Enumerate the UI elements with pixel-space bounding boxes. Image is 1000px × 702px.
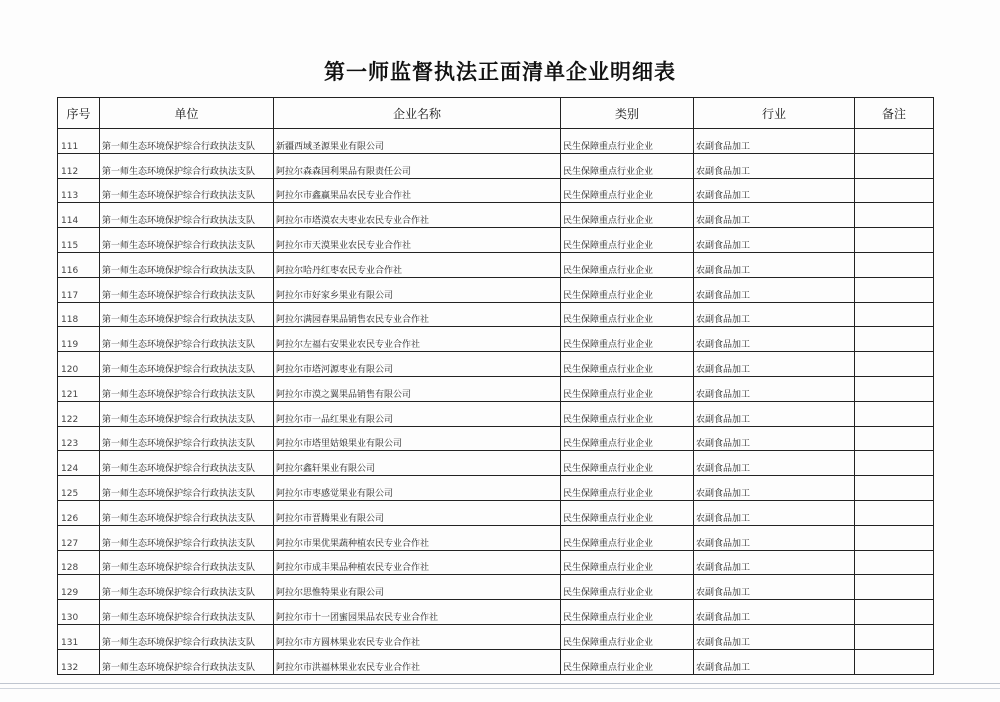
cell-unit: 第一师生态环境保护综合行政执法支队	[100, 129, 274, 154]
table-body	[58, 129, 934, 675]
cell-unit: 第一师生态环境保护综合行政执法支队	[100, 352, 274, 377]
cell-industry: 农副食品加工	[694, 550, 855, 575]
cell-industry: 农副食品加工	[694, 575, 855, 600]
cell-unit: 第一师生态环境保护综合行政执法支队	[100, 600, 274, 625]
cell-company-name: 阿拉尔市好家乡果业有限公司	[274, 277, 561, 302]
cell-remarks	[855, 600, 934, 625]
cell-industry: 农副食品加工	[694, 327, 855, 352]
cell-unit: 第一师生态环境保护综合行政执法支队	[100, 302, 274, 327]
cell-seq: 123	[58, 426, 100, 451]
table-row	[58, 624, 934, 649]
cell-remarks	[855, 228, 934, 253]
cell-seq: 129	[58, 575, 100, 600]
cell-category: 民生保障重点行业企业	[561, 624, 694, 649]
cell-company-name: 阿拉尔市一品红果业有限公司	[274, 401, 561, 426]
cell-seq: 120	[58, 352, 100, 377]
cell-seq: 113	[58, 178, 100, 203]
cell-remarks	[855, 476, 934, 501]
cell-company-name: 阿拉尔思惟特果业有限公司	[274, 575, 561, 600]
table-row	[58, 376, 934, 401]
table-row	[58, 649, 934, 674]
table-row	[58, 203, 934, 228]
cell-unit: 第一师生态环境保护综合行政执法支队	[100, 575, 274, 600]
cell-category: 民生保障重点行业企业	[561, 476, 694, 501]
cell-remarks	[855, 203, 934, 228]
cell-unit: 第一师生态环境保护综合行政执法支队	[100, 277, 274, 302]
table-row	[58, 476, 934, 501]
header-seq: 序号	[58, 98, 100, 129]
cell-unit: 第一师生态环境保护综合行政执法支队	[100, 500, 274, 525]
cell-industry: 农副食品加工	[694, 352, 855, 377]
cell-company-name: 阿拉尔哈丹红枣农民专业合作社	[274, 252, 561, 277]
cell-category: 民生保障重点行业企业	[561, 550, 694, 575]
cell-seq: 128	[58, 550, 100, 575]
cell-company-name: 阿拉尔左福右安果业农民专业合作社	[274, 327, 561, 352]
cell-category: 民生保障重点行业企业	[561, 129, 694, 154]
cell-company-name: 阿拉尔市塔漠农夫枣业农民专业合作社	[274, 203, 561, 228]
cell-seq: 124	[58, 451, 100, 476]
table-row	[58, 302, 934, 327]
table-row	[58, 352, 934, 377]
cell-category: 民生保障重点行业企业	[561, 302, 694, 327]
cell-seq: 111	[58, 129, 100, 154]
header-industry: 行业	[694, 98, 855, 129]
cell-industry: 农副食品加工	[694, 153, 855, 178]
cell-industry: 农副食品加工	[694, 600, 855, 625]
cell-remarks	[855, 302, 934, 327]
cell-category: 民生保障重点行业企业	[561, 600, 694, 625]
table-row	[58, 228, 934, 253]
cell-unit: 第一师生态环境保护综合行政执法支队	[100, 451, 274, 476]
cell-category: 民生保障重点行业企业	[561, 327, 694, 352]
cell-unit: 第一师生态环境保护综合行政执法支队	[100, 228, 274, 253]
cell-remarks	[855, 624, 934, 649]
cell-seq: 117	[58, 277, 100, 302]
cell-unit: 第一师生态环境保护综合行政执法支队	[100, 178, 274, 203]
table-row	[58, 451, 934, 476]
cell-seq: 116	[58, 252, 100, 277]
cell-seq: 118	[58, 302, 100, 327]
cell-seq: 126	[58, 500, 100, 525]
cell-industry: 农副食品加工	[694, 228, 855, 253]
cell-unit: 第一师生态环境保护综合行政执法支队	[100, 376, 274, 401]
cell-industry: 农副食品加工	[694, 129, 855, 154]
cell-seq: 131	[58, 624, 100, 649]
page-bottom-rule	[0, 683, 1000, 684]
table-row	[58, 277, 934, 302]
table-row	[58, 178, 934, 203]
cell-remarks	[855, 525, 934, 550]
cell-company-name: 阿拉尔满园春果品销售农民专业合作社	[274, 302, 561, 327]
table-row	[58, 401, 934, 426]
cell-company-name: 新疆西域圣源果业有限公司	[274, 129, 561, 154]
header-unit: 单位	[100, 98, 274, 129]
cell-remarks	[855, 352, 934, 377]
cell-category: 民生保障重点行业企业	[561, 228, 694, 253]
cell-seq: 119	[58, 327, 100, 352]
cell-industry: 农副食品加工	[694, 624, 855, 649]
cell-seq: 114	[58, 203, 100, 228]
table-row	[58, 550, 934, 575]
cell-remarks	[855, 153, 934, 178]
cell-remarks	[855, 178, 934, 203]
cell-seq: 132	[58, 649, 100, 674]
cell-company-name: 阿拉尔市晋腾果业有限公司	[274, 500, 561, 525]
cell-unit: 第一师生态环境保护综合行政执法支队	[100, 153, 274, 178]
cell-remarks	[855, 426, 934, 451]
cell-remarks	[855, 277, 934, 302]
cell-industry: 农副食品加工	[694, 302, 855, 327]
cell-category: 民生保障重点行业企业	[561, 649, 694, 674]
table-row	[58, 327, 934, 352]
cell-company-name: 阿拉尔市漠之翼果品销售有限公司	[274, 376, 561, 401]
cell-industry: 农副食品加工	[694, 252, 855, 277]
table-row	[58, 575, 934, 600]
cell-company-name: 阿拉尔市天漠果业农民专业合作社	[274, 228, 561, 253]
table-row	[58, 426, 934, 451]
cell-seq: 130	[58, 600, 100, 625]
page-bottom-rule	[0, 688, 1000, 689]
cell-seq: 127	[58, 525, 100, 550]
cell-remarks	[855, 376, 934, 401]
cell-remarks	[855, 327, 934, 352]
cell-unit: 第一师生态环境保护综合行政执法支队	[100, 476, 274, 501]
cell-category: 民生保障重点行业企业	[561, 178, 694, 203]
table-row	[58, 153, 934, 178]
cell-unit: 第一师生态环境保护综合行政执法支队	[100, 525, 274, 550]
cell-category: 民生保障重点行业企业	[561, 525, 694, 550]
cell-industry: 农副食品加工	[694, 426, 855, 451]
cell-remarks	[855, 401, 934, 426]
cell-industry: 农副食品加工	[694, 451, 855, 476]
cell-industry: 农副食品加工	[694, 376, 855, 401]
table-row	[58, 525, 934, 550]
cell-category: 民生保障重点行业企业	[561, 451, 694, 476]
cell-company-name: 阿拉尔市塔河源枣业有限公司	[274, 352, 561, 377]
cell-category: 民生保障重点行业企业	[561, 277, 694, 302]
cell-remarks	[855, 575, 934, 600]
cell-unit: 第一师生态环境保护综合行政执法支队	[100, 252, 274, 277]
header-category: 类别	[561, 98, 694, 129]
cell-category: 民生保障重点行业企业	[561, 575, 694, 600]
cell-remarks	[855, 451, 934, 476]
cell-company-name: 阿拉尔市鑫赢果品农民专业合作社	[274, 178, 561, 203]
cell-industry: 农副食品加工	[694, 277, 855, 302]
cell-remarks	[855, 550, 934, 575]
cell-remarks	[855, 129, 934, 154]
cell-unit: 第一师生态环境保护综合行政执法支队	[100, 426, 274, 451]
cell-category: 民生保障重点行业企业	[561, 203, 694, 228]
cell-category: 民生保障重点行业企业	[561, 401, 694, 426]
cell-industry: 农副食品加工	[694, 203, 855, 228]
cell-remarks	[855, 500, 934, 525]
cell-seq: 115	[58, 228, 100, 253]
cell-remarks	[855, 649, 934, 674]
cell-company-name: 阿拉尔市果优果蔬种植农民专业合作社	[274, 525, 561, 550]
cell-unit: 第一师生态环境保护综合行政执法支队	[100, 327, 274, 352]
cell-unit: 第一师生态环境保护综合行政执法支队	[100, 401, 274, 426]
cell-category: 民生保障重点行业企业	[561, 500, 694, 525]
cell-category: 民生保障重点行业企业	[561, 252, 694, 277]
cell-industry: 农副食品加工	[694, 178, 855, 203]
cell-category: 民生保障重点行业企业	[561, 153, 694, 178]
cell-seq: 112	[58, 153, 100, 178]
cell-company-name: 阿拉尔市洪福林果业农民专业合作社	[274, 649, 561, 674]
cell-category: 民生保障重点行业企业	[561, 426, 694, 451]
cell-industry: 农副食品加工	[694, 476, 855, 501]
cell-company-name: 阿拉尔市成丰果品种植农民专业合作社	[274, 550, 561, 575]
cell-unit: 第一师生态环境保护综合行政执法支队	[100, 649, 274, 674]
table-row	[58, 252, 934, 277]
enterprise-detail-table	[57, 97, 934, 675]
document-title: 第一师监督执法正面清单企业明细表	[324, 59, 676, 84]
cell-company-name: 阿拉尔市方圆林果业农民专业合作社	[274, 624, 561, 649]
table-row	[58, 600, 934, 625]
cell-remarks	[855, 252, 934, 277]
cell-industry: 农副食品加工	[694, 525, 855, 550]
cell-unit: 第一师生态环境保护综合行政执法支队	[100, 550, 274, 575]
cell-industry: 农副食品加工	[694, 401, 855, 426]
table-row	[58, 129, 934, 154]
header-row	[58, 98, 934, 129]
cell-unit: 第一师生态环境保护综合行政执法支队	[100, 624, 274, 649]
cell-seq: 121	[58, 376, 100, 401]
cell-company-name: 阿拉尔鑫轩果业有限公司	[274, 451, 561, 476]
cell-unit: 第一师生态环境保护综合行政执法支队	[100, 203, 274, 228]
cell-category: 民生保障重点行业企业	[561, 352, 694, 377]
cell-company-name: 阿拉尔森森国利果品有限责任公司	[274, 153, 561, 178]
table-header	[58, 98, 934, 129]
cell-category: 民生保障重点行业企业	[561, 376, 694, 401]
cell-company-name: 阿拉尔市塔里姑娘果业有限公司	[274, 426, 561, 451]
header-company-name: 企业名称	[274, 98, 561, 129]
cell-seq: 122	[58, 401, 100, 426]
cell-seq: 125	[58, 476, 100, 501]
cell-industry: 农副食品加工	[694, 500, 855, 525]
cell-company-name: 阿拉尔市十一团蜜园果品农民专业合作社	[274, 600, 561, 625]
table-row	[58, 500, 934, 525]
cell-industry: 农副食品加工	[694, 649, 855, 674]
header-remarks: 备注	[855, 98, 934, 129]
cell-company-name: 阿拉尔市枣感觉果业有限公司	[274, 476, 561, 501]
